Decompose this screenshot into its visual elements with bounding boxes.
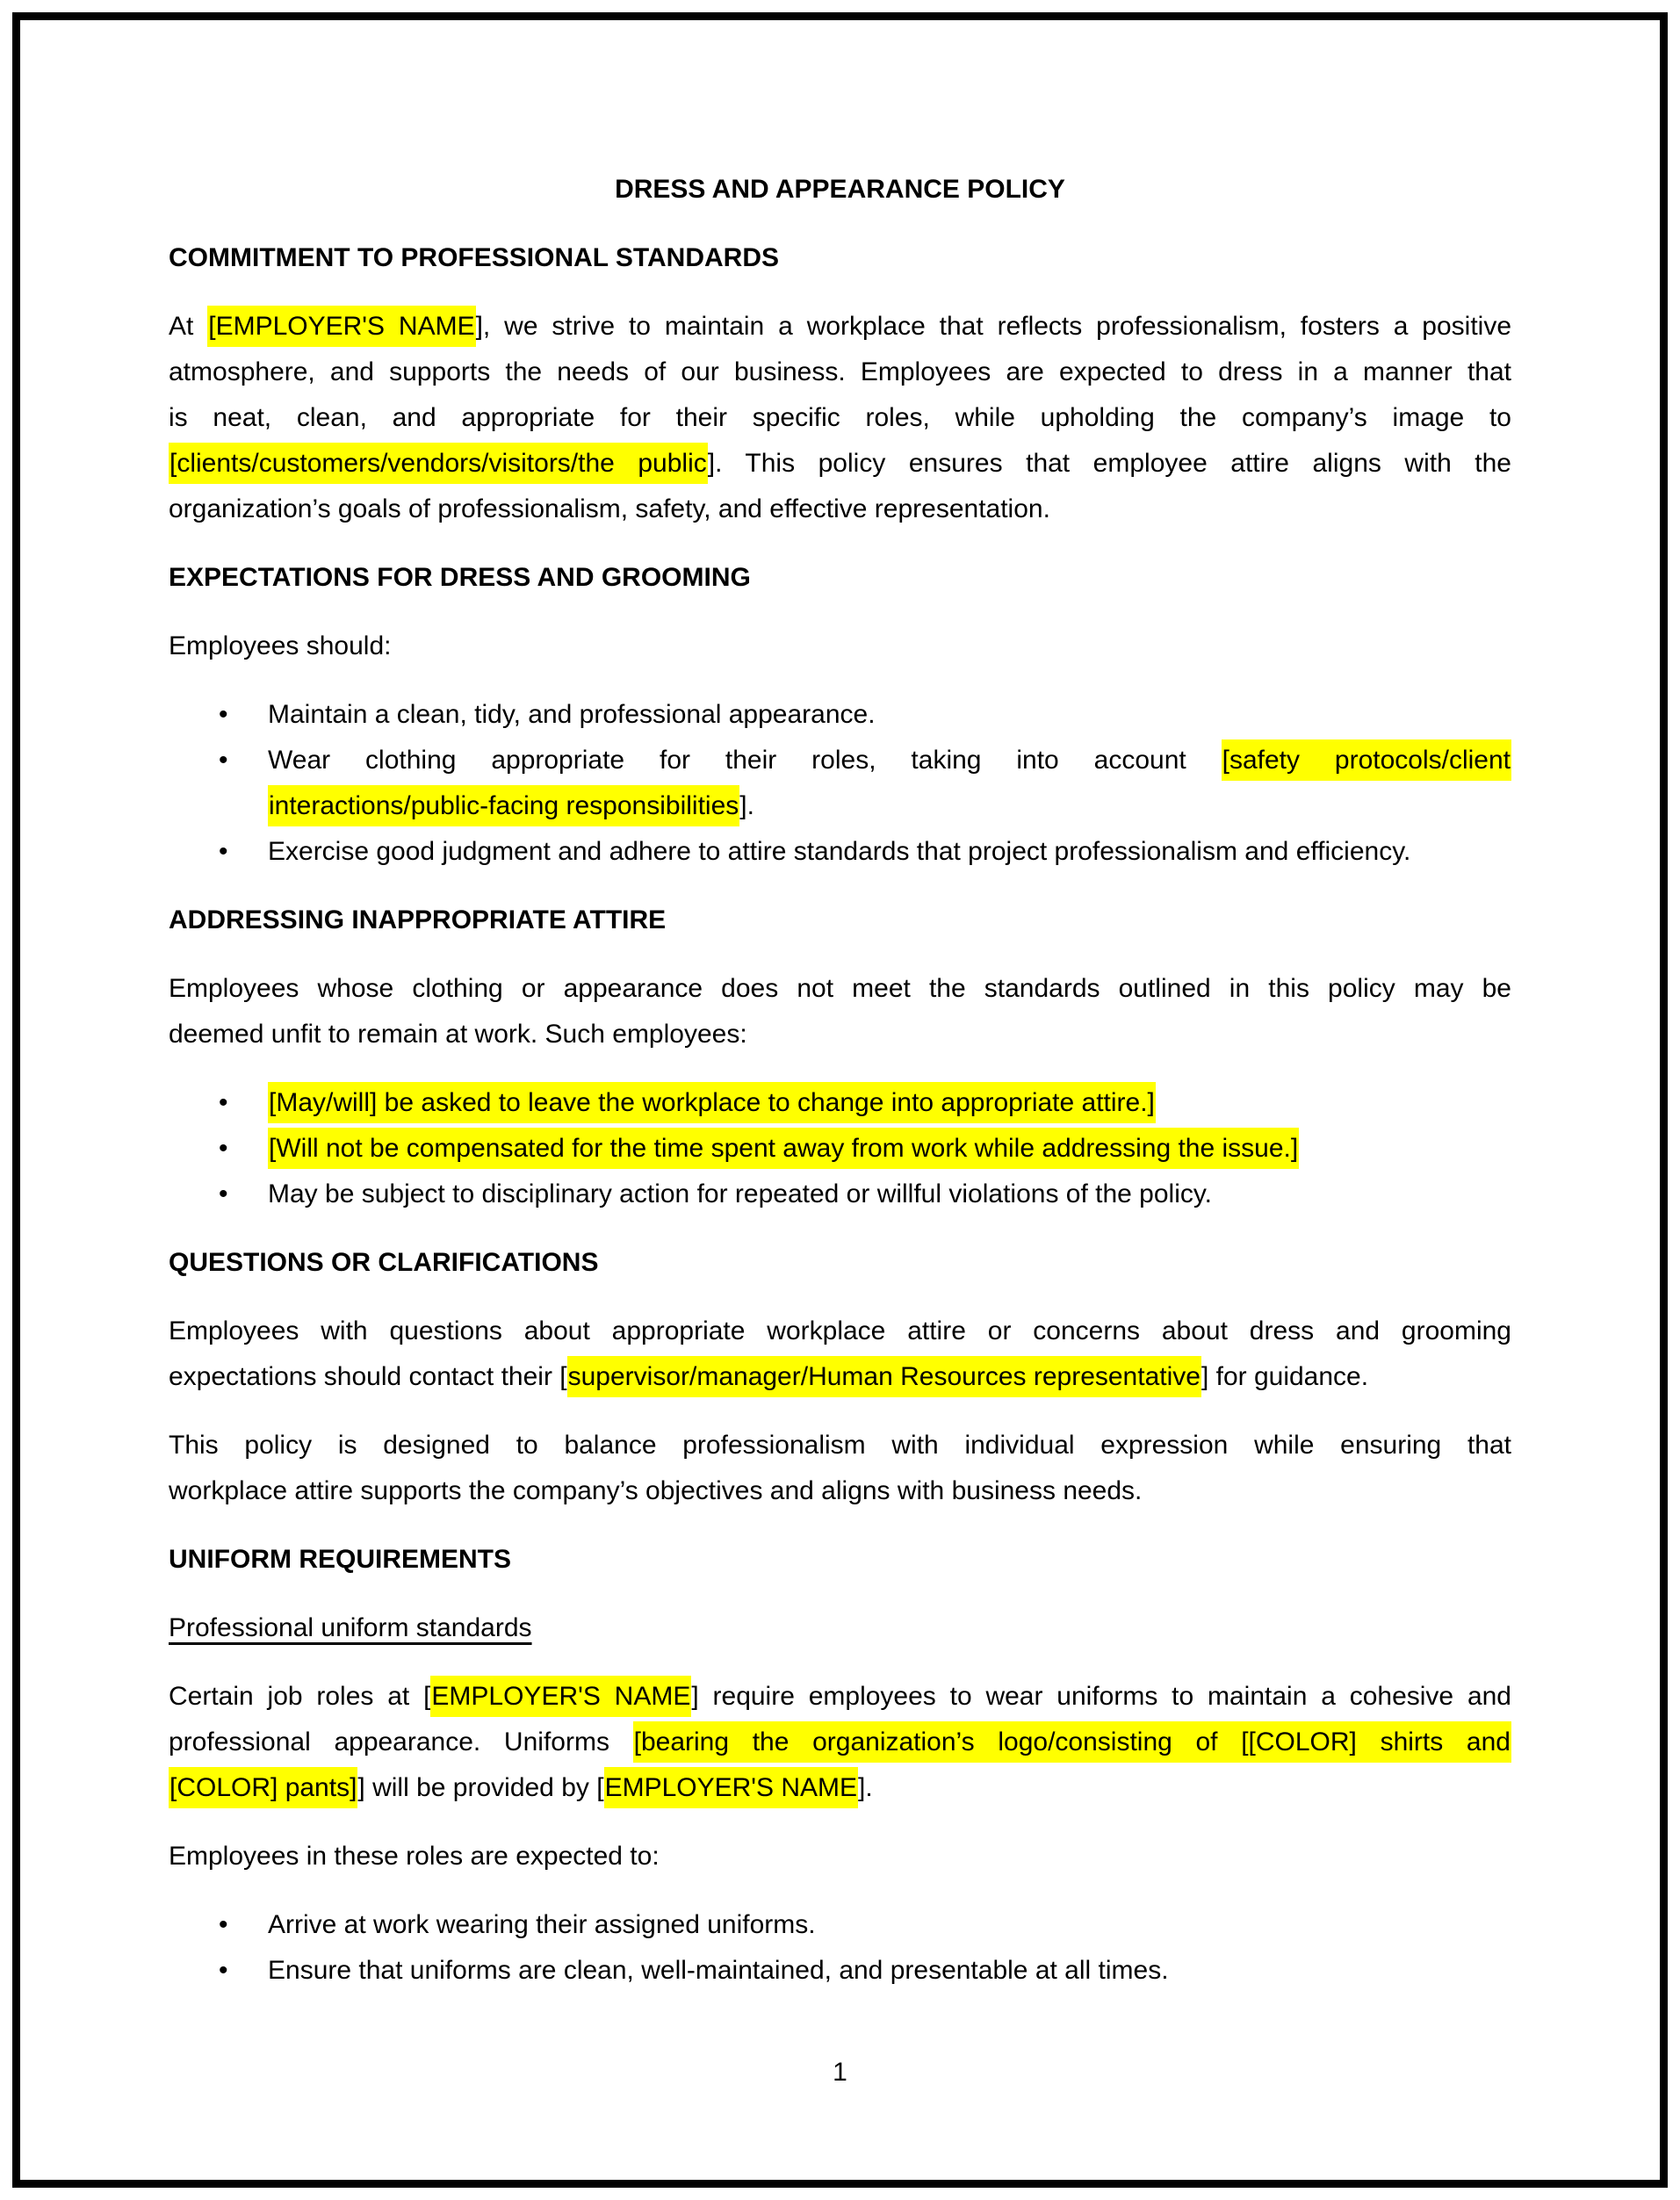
paragraph [169,1423,1511,1514]
paragraph [169,624,1511,669]
paragraph [169,1674,1511,1811]
section-heading [169,555,1511,601]
bullet-line [268,1902,1511,1948]
paragraph [169,1309,1511,1400]
paragraph-line [169,1468,1511,1514]
text-run: Arrive at work wearing their assigned uniforms. [268,1910,816,1939]
highlighted-placeholder: [EMPLOYER'S NAME [207,306,475,347]
text-run: QUESTIONS OR CLARIFICATIONS [169,1248,599,1277]
text-run: ]. This policy ensures that employee attire aligns with the [707,449,1511,478]
heading-text [169,1537,1511,1583]
text-run: ]. [858,1773,873,1802]
text-run: ] will be provided by [ [357,1773,604,1802]
heading-text [169,1240,1511,1286]
highlighted-placeholder: [safety protocols/client [1222,739,1511,781]
bullet-marker-icon: • [219,1956,228,1985]
highlighted-placeholder: EMPLOYER'S NAME [430,1676,691,1717]
highlighted-placeholder: [bearing the organization’s logo/consisting of [[COLOR] shirts and [633,1721,1511,1763]
bullet-item [169,738,1511,829]
bullet-item [169,1902,1511,1948]
text-run: At [169,312,208,341]
page-number: 1 [833,2058,847,2087]
paragraph-line [169,304,1511,350]
bullet-item [169,1948,1511,1994]
highlighted-placeholder: supervisor/manager/Human Resources representative [567,1356,1201,1397]
text-run: is neat, clean, and appropriate for their specific roles, while upholding the company’s image to [169,403,1511,432]
text-run: expectations should contact their [ [169,1362,567,1391]
text-run: DRESS AND APPEARANCE POLICY [615,175,1065,204]
bullet-marker-icon: • [219,700,228,729]
bullet-line [268,829,1511,875]
text-run: Employees with questions about appropriate workplace attire or concerns about dress and grooming [169,1316,1511,1345]
text-run: deemed unfit to remain at work. Such employees: [169,1020,747,1049]
text-run: This policy is designed to balance professionalism with individual expression while ensuring that [169,1431,1511,1460]
heading-text [169,555,1511,601]
paragraph [169,304,1511,532]
highlighted-placeholder: [COLOR] pants] [169,1767,357,1808]
text-run: Certain job roles at [ [169,1682,431,1711]
section-heading [169,898,1511,943]
section-subheading [169,1605,1511,1651]
paragraph-line [169,1720,1511,1765]
section-heading [169,1537,1511,1583]
text-run: organization’s goals of professionalism, safety, and effective representation. [169,494,1050,523]
bullet-line [268,783,1511,829]
bullet-item [169,829,1511,875]
bullet-line [268,692,1511,738]
bullet-item [169,1080,1511,1126]
highlighted-placeholder: [May/will] be asked to leave the workplace to change into appropriate attire.] [268,1082,1156,1123]
paragraph-line [169,1354,1511,1400]
bullet-marker-icon: • [219,1179,228,1208]
highlighted-placeholder: interactions/public-facing responsibilities [268,785,739,826]
bullet-line [268,738,1511,783]
text-run: EXPECTATIONS FOR DRESS AND GROOMING [169,563,751,592]
text-run: Wear clothing appropriate for their roles, taking into account [268,746,1222,775]
heading-text [169,898,1511,943]
paragraph-line [169,350,1511,395]
bullet-marker-icon: • [219,837,228,866]
paragraph-line [169,1309,1511,1354]
paragraph-line [169,1423,1511,1468]
paragraph [169,1834,1511,1879]
document-body [169,167,1511,2016]
text-run: Exercise good judgment and adhere to attire standards that project professionalism and efficiency. [268,837,1411,866]
paragraph-line [169,624,1511,669]
bullet-marker-icon: • [219,1910,228,1939]
text-run: Maintain a clean, tidy, and professional appearance. [268,700,876,729]
highlighted-placeholder: [clients/customers/vendors/visitors/the public [169,443,708,484]
highlighted-placeholder: EMPLOYER'S NAME [604,1767,858,1808]
paragraph-line [169,1765,1511,1811]
bullet-marker-icon: • [219,1134,228,1163]
paragraph-line [169,395,1511,441]
paragraph-line [169,487,1511,532]
text-run: atmosphere, and supports the needs of our business. Employees are expected to dress in a manner that [169,357,1511,386]
highlighted-placeholder: [Will not be compensated for the time spent away from work while addressing the issue.] [268,1128,1299,1169]
bullet-line [268,1080,1511,1126]
bullet-line [268,1172,1511,1217]
document-title [169,167,1511,213]
bullet-list [169,1080,1511,1217]
text-run: ]. [739,791,754,820]
title-text [169,167,1511,213]
text-run: UNIFORM REQUIREMENTS [169,1545,511,1574]
text-run: Professional uniform standards [169,1613,532,1642]
paragraph-line [169,1674,1511,1720]
paragraph-line [169,1012,1511,1057]
heading-text [169,235,1511,281]
text-run: workplace attire supports the company’s objectives and aligns with business needs. [169,1476,1143,1505]
text-run: Ensure that uniforms are clean, well-maintained, and presentable at all times. [268,1956,1169,1985]
bullet-list [169,1902,1511,1994]
text-run: ], we strive to maintain a workplace that reflects professionalism, fosters a positive [475,312,1511,341]
bullet-marker-icon: • [219,746,228,775]
bullet-marker-icon: • [219,1088,228,1117]
text-run: Employees whose clothing or appearance does not meet the standards outlined in this policy may be [169,974,1511,1003]
text-run: ADDRESSING INAPPROPRIATE ATTIRE [169,905,667,934]
text-run: ] for guidance. [1201,1362,1369,1391]
paragraph-line [169,966,1511,1012]
bullet-line [268,1126,1511,1172]
paragraph-line [169,441,1511,487]
bullet-item [169,692,1511,738]
bullet-line [268,1948,1511,1994]
section-heading [169,235,1511,281]
bullet-item [169,1126,1511,1172]
subheading-text [169,1605,1511,1651]
text-run: ] require employees to wear uniforms to maintain a cohesive and [691,1682,1511,1711]
paragraph [169,966,1511,1057]
text-run: professional appearance. Uniforms [169,1728,633,1756]
section-heading [169,1240,1511,1286]
text-run: Employees should: [169,631,392,660]
text-run: May be subject to disciplinary action for repeated or willful violations of the policy. [268,1179,1212,1208]
bullet-list [169,692,1511,875]
text-run: COMMITMENT TO PROFESSIONAL STANDARDS [169,243,780,272]
bullet-item [169,1172,1511,1217]
paragraph-line [169,1834,1511,1879]
text-run: Employees in these roles are expected to: [169,1842,660,1871]
